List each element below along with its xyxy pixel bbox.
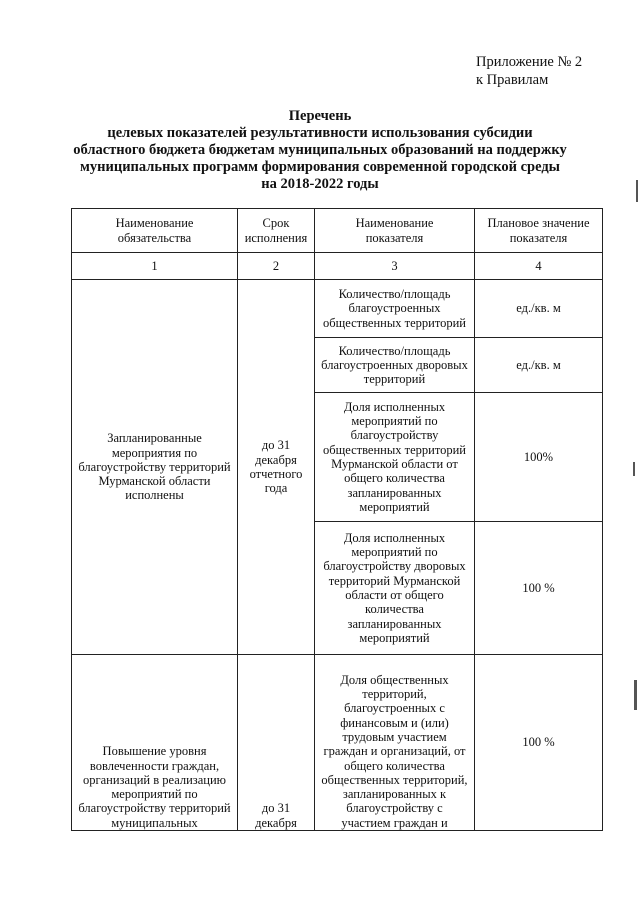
text-line: Наименование (355, 216, 434, 231)
obligation-cell (72, 655, 238, 831)
text-line: запланированных (347, 485, 442, 500)
text-line: общественных территорий, (321, 772, 468, 787)
value-cell: 100% (475, 393, 603, 522)
text-line: Доля исполненных (343, 399, 446, 414)
text-line: отчетного (249, 467, 303, 481)
text-line: мероприятия по (111, 445, 198, 460)
column-number-row (72, 253, 603, 280)
text-line: декабря (255, 815, 297, 830)
text-line: мероприятий по (111, 787, 198, 802)
text-line: области от общего (345, 588, 444, 602)
text-line: вовлеченности граждан, (89, 758, 220, 773)
indicator-cell (315, 655, 475, 831)
text-line: территорий (363, 372, 426, 387)
appendix-line: к Правилам (476, 72, 549, 88)
text-line: показателя (509, 230, 568, 245)
deadline-cell (238, 280, 315, 655)
title-line: Перечень (288, 108, 352, 124)
text-line: общественных территорий (322, 315, 466, 330)
document-title (0, 108, 640, 193)
header-cell (315, 209, 475, 253)
text-line: декабря (255, 452, 297, 467)
text-line: мероприятий по (351, 545, 438, 560)
column-number: 2 (238, 253, 315, 280)
text-line: Мурманской области (98, 474, 211, 489)
text-line: общего количества (344, 758, 445, 773)
text-line: граждан и организаций, от (323, 744, 466, 759)
text-line: Срок (262, 216, 290, 231)
text-line: Доля исполненных (343, 530, 446, 545)
text-line: общественных территорий (322, 442, 466, 457)
text-line: благоустройству с (346, 801, 443, 816)
indicator-cell (315, 393, 475, 522)
header-cell (475, 209, 603, 253)
text-line: благоустройству (350, 428, 439, 443)
text-line: года (264, 481, 288, 496)
indicator-cell (315, 280, 475, 338)
text-line: запланированных (347, 616, 442, 631)
text-line: трудовым участием (342, 729, 447, 744)
text-line: Мурманской области от (331, 457, 458, 471)
text-line: благоустроенных дворовых (321, 357, 468, 372)
text-line: мероприятий (359, 499, 430, 514)
text-line: благоустроенных с (344, 701, 445, 716)
appendix-line: Приложение № 2 (476, 54, 583, 70)
text-line: исполнены (125, 488, 184, 503)
column-number: 3 (315, 253, 475, 280)
scan-mark (634, 680, 637, 710)
appendix-note (476, 53, 582, 89)
indicator-cell (315, 522, 475, 655)
title-line: на 2018-2022 годы (261, 176, 379, 192)
text-line: Запланированные (107, 431, 202, 446)
indicator-cell (315, 338, 475, 393)
obligation-cell (72, 280, 238, 655)
title-line: муниципальных программ формирования современной городской среды (80, 159, 560, 175)
text-line: до 31 (261, 801, 291, 816)
text-line: благоустройству дворовых (323, 559, 466, 574)
text-line: обязательства (117, 230, 192, 245)
text-line: Количество/площадь (338, 287, 451, 302)
text-line: организаций в реализацию (83, 772, 226, 787)
text-line: участием граждан и (341, 815, 448, 830)
value-cell: 100 % (475, 655, 603, 831)
table-row (72, 280, 603, 338)
value-cell: ед./кв. м (475, 338, 603, 393)
text-line: исполнения (244, 230, 308, 245)
deadline-cell (238, 655, 315, 831)
text-line: финансовым и (или) (340, 715, 449, 730)
text-line: Повышение уровня (102, 744, 207, 759)
text-line: благоустройству территорий (78, 801, 231, 816)
header-row (72, 209, 603, 253)
text-line: мероприятий по (351, 414, 438, 429)
title-line: областного бюджета бюджетам муниципальных образований на поддержку (73, 142, 567, 158)
table-row (72, 655, 603, 831)
text-line: общего количества (344, 471, 445, 486)
header-cell (238, 209, 315, 253)
scan-mark (633, 462, 635, 476)
text-line: запланированных к (342, 787, 447, 802)
text-line: Доля общественных (340, 672, 449, 687)
text-line: количества (365, 602, 424, 617)
indicators-table (71, 208, 603, 831)
text-line: благоустройству территорий (78, 459, 231, 474)
column-number: 4 (475, 253, 603, 280)
text-line: территорий, (362, 687, 427, 702)
text-line: благоустроенных (348, 301, 441, 316)
value-cell: 100 % (475, 522, 603, 655)
title-line: целевых показателей результативности использования субсидии (107, 125, 533, 141)
text-line: Наименование (115, 216, 194, 231)
column-number: 1 (72, 253, 238, 280)
text-line: до 31 (261, 438, 291, 453)
text-line: территорий Мурманской (328, 573, 461, 588)
text-line: Плановое значение (487, 216, 590, 231)
text-line: мероприятий (359, 630, 430, 645)
text-line: показателя (365, 230, 424, 245)
value-cell: ед./кв. м (475, 280, 603, 338)
text-line: Количество/площадь (338, 343, 451, 358)
text-line: муниципальных (111, 815, 198, 830)
scan-mark (636, 180, 638, 202)
header-cell (72, 209, 238, 253)
